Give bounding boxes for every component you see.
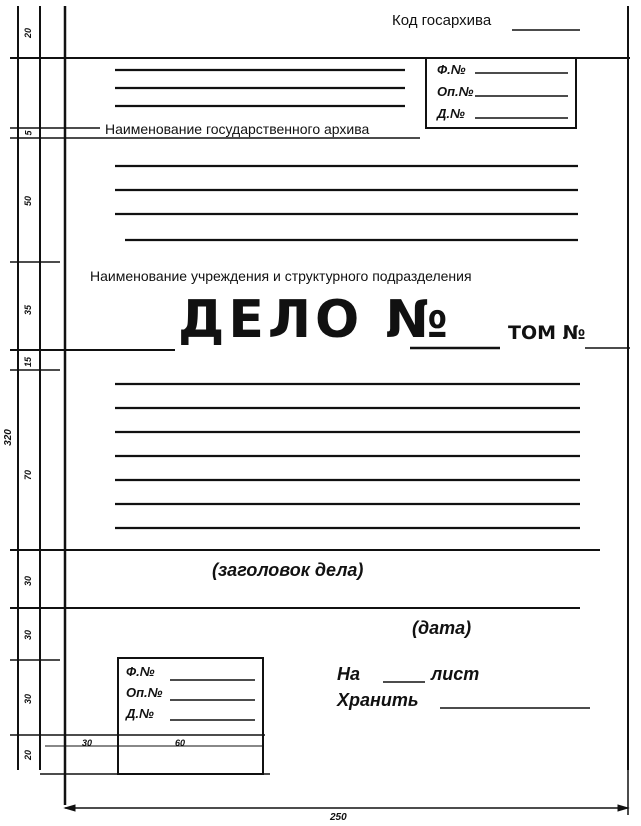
institution-label: Наименование учреждения и структурного подразделения [90, 268, 472, 284]
margin-dim: 20 [23, 27, 34, 39]
stamp-top-opis: Оп.№ [437, 84, 474, 99]
stamp-width-60: 60 [175, 738, 186, 748]
margin-dim: 20 [23, 749, 34, 761]
margin-dim: 50 [23, 195, 34, 207]
delo-title: ДЕЛО № [178, 290, 452, 350]
width-dimension: 250 [330, 812, 347, 823]
margin-dim: 30 [23, 693, 34, 705]
margin-dim: 5 [23, 130, 34, 136]
sheets-prefix: На [337, 664, 361, 684]
stamp-bottom-delo: Д.№ [126, 706, 154, 721]
stamp-top-delo: Д.№ [437, 106, 465, 121]
store-label: Хранить [337, 690, 419, 710]
sheets-suffix: лист [431, 664, 480, 684]
stamp-top-fond: Ф.№ [437, 62, 466, 77]
margin-dim: 35 [23, 304, 34, 316]
margin-dim: 70 [23, 469, 34, 481]
archive-name-label: Наименование государственного архива [105, 121, 370, 137]
stamp-width-30: 30 [82, 738, 93, 748]
margin-dim: 30 [23, 575, 34, 587]
stamp-bottom-fond: Ф.№ [126, 664, 155, 679]
margin-dim: 30 [23, 629, 34, 641]
date-label: (дата) [412, 618, 472, 638]
archive-code-label: Код госархива [392, 12, 492, 29]
margin-dim: 15 [23, 356, 34, 368]
case-heading-label: (заголовок дела) [212, 560, 364, 580]
tom-label: ТОМ № [508, 322, 586, 344]
stamp-bottom-opis: Оп.№ [126, 685, 163, 700]
height-dimension: 320 [2, 429, 14, 446]
